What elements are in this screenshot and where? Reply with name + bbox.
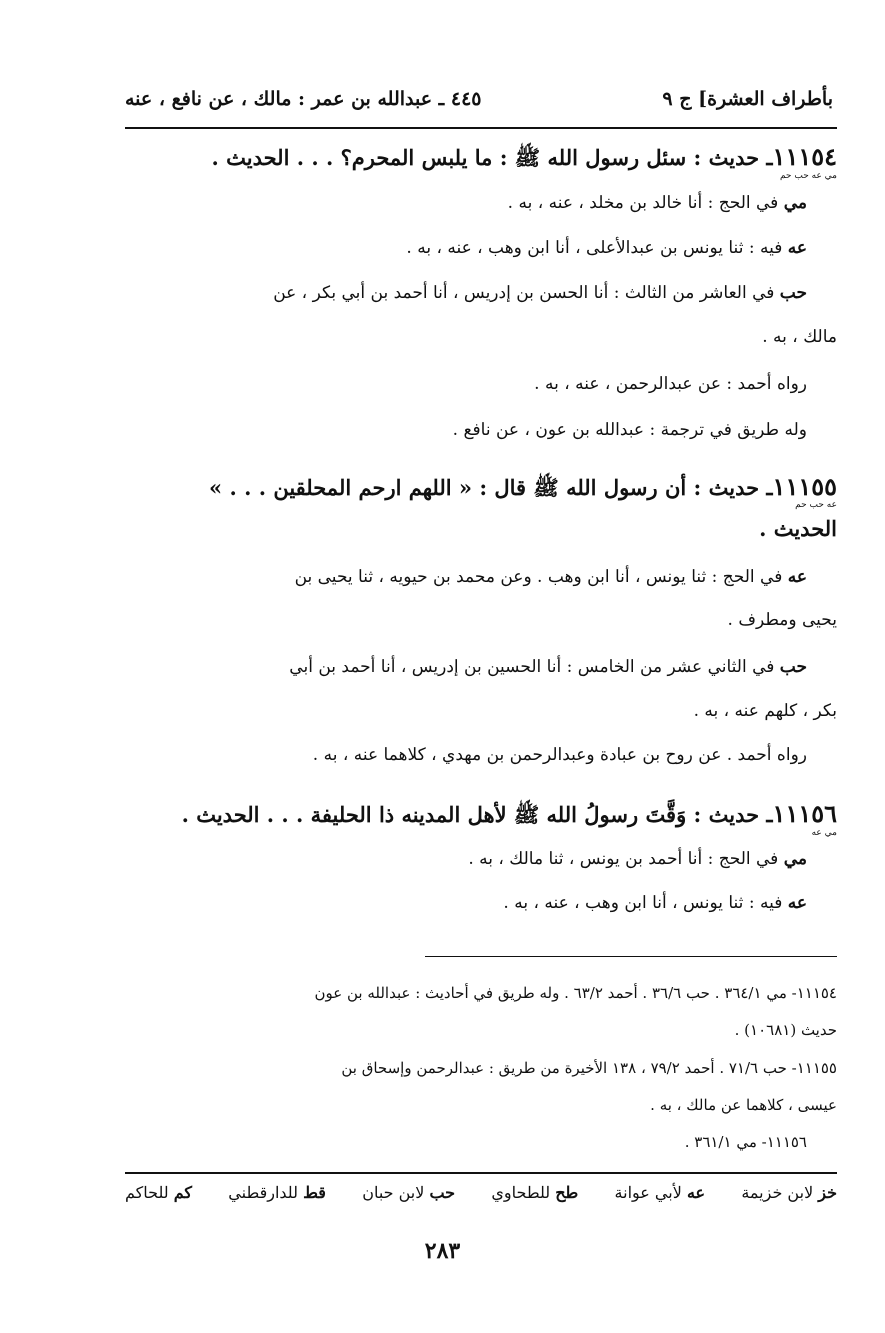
abbreviation-item: خز لابن خزيمة [741, 1183, 837, 1202]
header-volume: بأطراف العشرة] ج ٩ [662, 88, 833, 110]
entry-line: بكر ، كلهم عنه ، به . [693, 701, 837, 721]
abbreviation-rule [125, 1172, 837, 1174]
entry-title-cont: الحديث . [759, 516, 837, 541]
abbreviation-item: قط للدارقطني [228, 1183, 326, 1202]
entry-title: ـ حديث : سئل رسول الله ﷺ : ما يلبس المحرم؟ . . . الحديث . [211, 145, 773, 170]
entry-line: مي في الحج : أنا أحمد بن يونس ، ثنا مالك ، به . [468, 849, 807, 869]
entry-number: ١١١٥٥ [772, 472, 837, 501]
footnote-line: حديث (١٠٦٨١) . [734, 1021, 837, 1039]
entry-line: رواه أحمد : عن عبدالرحمن ، عنه ، به . [534, 374, 807, 394]
page-number: ٢٨٣ [424, 1238, 461, 1264]
footnote-line: عيسى ، كلاهما عن مالك ، به . [650, 1096, 837, 1114]
entry-line: مي في الحج : أنا خالد بن مخلد ، عنه ، به . [507, 193, 807, 213]
entry-sigla: مي عه [811, 828, 837, 838]
entry-line: حب في العاشر من الثالث : أنا الحسن بن إدريس ، أنا أحمد بن أبي بكر ، عن [273, 283, 807, 303]
footnote-line: ١١١٥٥- حب ٧١/٦ . أحمد ٧٩/٢ ، ١٣٨ الأخيرة من طريق : عبدالرحمن وإسحاق بن [341, 1059, 837, 1077]
entry-line: وله طريق في ترجمة : عبدالله بن عون ، عن نافع . [452, 420, 807, 440]
entry-title: ـ حديث : وَقَّتَ رسولُ الله ﷺ لأهل المدينه ذا الحليفة . . . الحديث . [181, 802, 773, 827]
entry-line: حب في الثاني عشر من الخامس : أنا الحسين بن إدريس ، أنا أحمد بن أبي [289, 657, 807, 677]
entry-sigla: عه حب حم [795, 500, 837, 510]
footnote-line: ١١١٥٦- مي ٣٦١/١ . [684, 1133, 807, 1151]
footnote-rule [425, 956, 837, 957]
entry-line: يحيى ومطرف . [727, 610, 837, 630]
footnote-line: ١١١٥٤- مي ٣٦٤/١ . حب ٣٦/٦ . أحمد ٦٣/٢ . وله طريق في أحاديث : عبدالله بن عون [314, 984, 837, 1002]
entry-heading [125, 140, 837, 175]
entry-line: رواه أحمد . عن روح بن عبادة وعبدالرحمن بن مهدي ، كلاهما عنه ، به . [312, 745, 807, 765]
abbreviation-item: طح للطحاوي [491, 1183, 579, 1202]
entry-heading [125, 470, 837, 505]
abbreviation-key [125, 1183, 837, 1202]
header-rule [125, 127, 837, 129]
entry-title: ـ حديث : أن رسول الله ﷺ قال : « اللهم ارحم المحلقين . . . » [209, 475, 773, 500]
entry-line: عه فيه : ثنا يونس ، أنا ابن وهب ، عنه ، به . [503, 893, 807, 913]
entry-line: مالك ، به . [762, 327, 837, 347]
entry-line: عه في الحج : ثنا يونس ، أنا ابن وهب . وعن محمد بن حيويه ، ثنا يحيى بن [294, 567, 807, 587]
header-chapter: ٤٤٥ ـ عبدالله بن عمر : مالك ، عن نافع ، عنه [125, 88, 482, 110]
abbreviation-item: كم للحاكم [125, 1183, 192, 1202]
entry-line: عه فيه : ثنا يونس بن عبدالأعلى ، أنا ابن وهب ، عنه ، به . [406, 238, 807, 258]
entry-sigla: مي عه حب حم [779, 171, 837, 181]
running-header [125, 82, 833, 116]
abbreviation-item: حب لابن حبان [362, 1183, 456, 1202]
abbreviation-item: عه لأبي عوانة [614, 1183, 706, 1202]
entry-number: ١١١٥٦ [772, 799, 837, 828]
entry-heading [125, 797, 837, 832]
entry-number: ١١١٥٤ [772, 142, 837, 171]
